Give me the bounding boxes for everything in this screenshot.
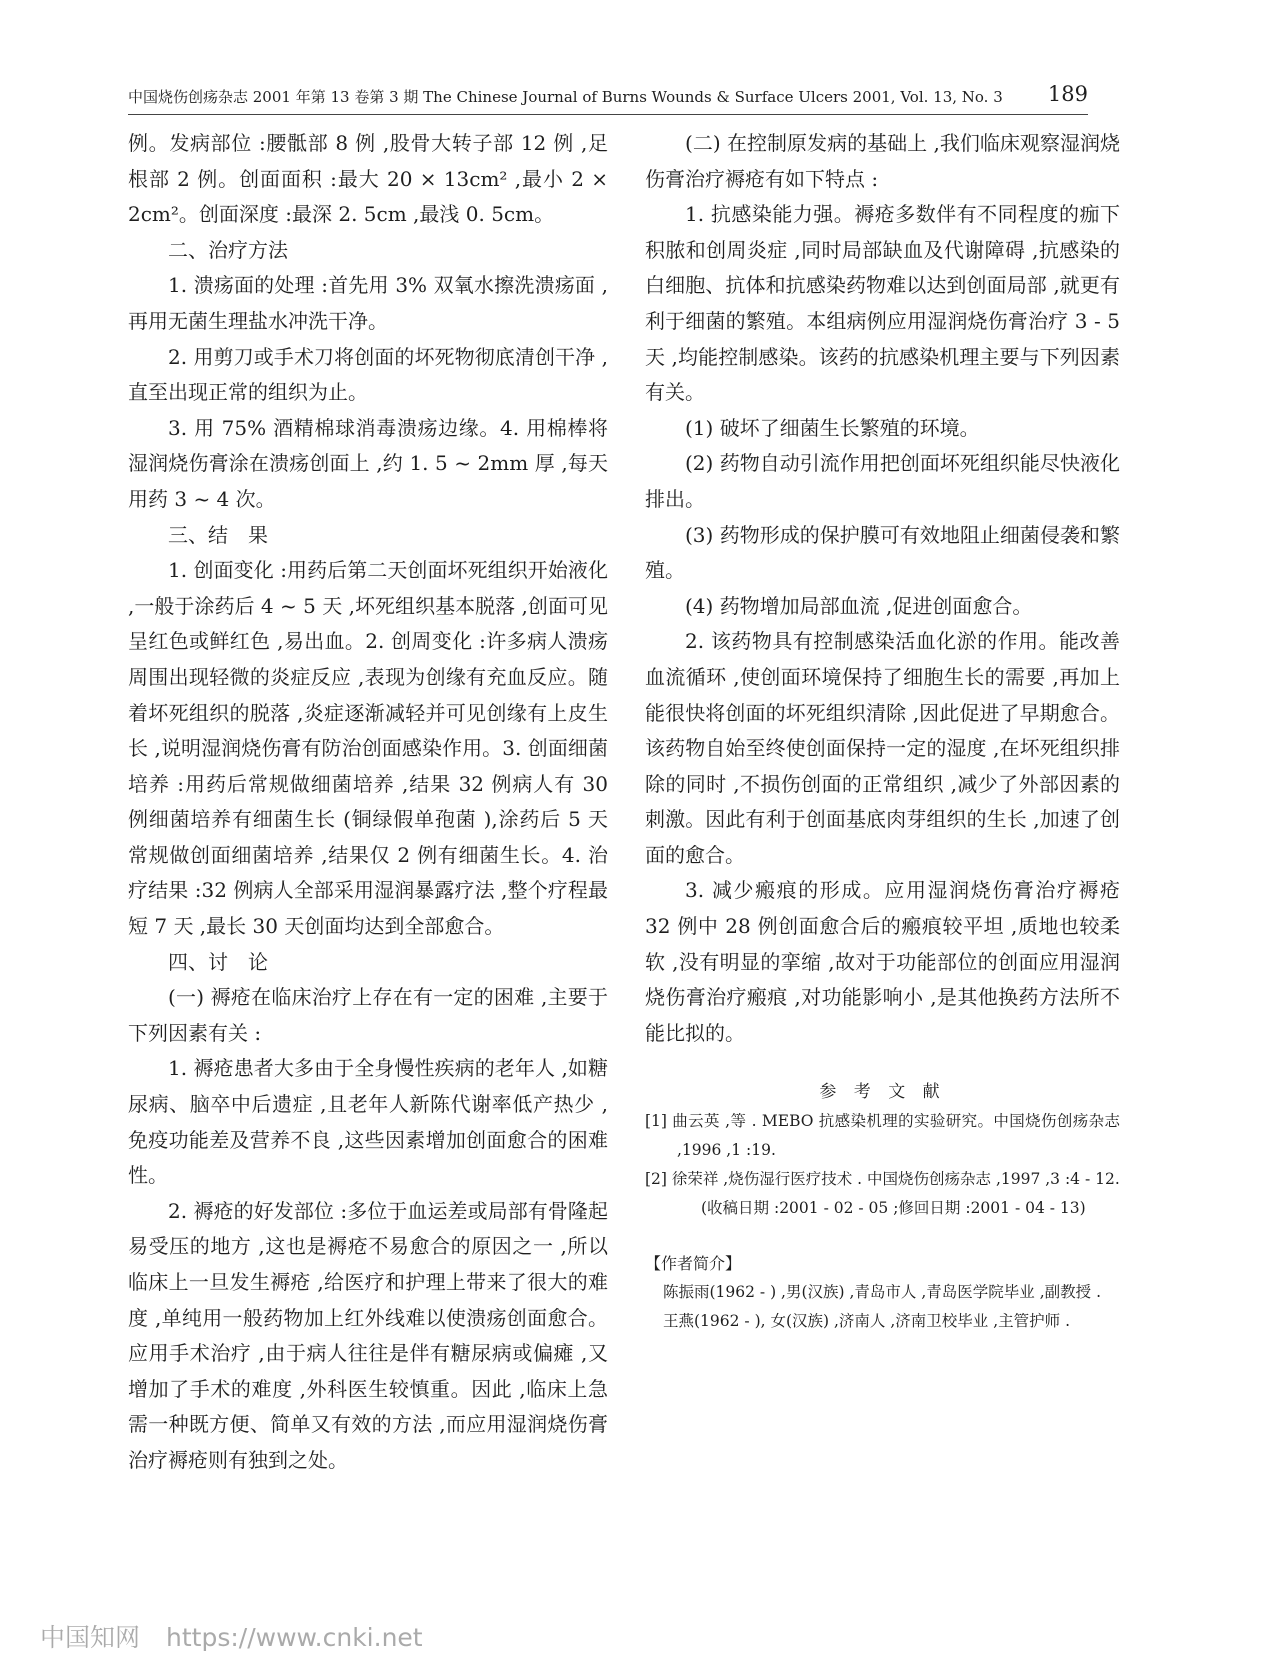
paragraph: (二) 在控制原发病的基础上 ,我们临床观察湿润烧伤膏治疗褥疮有如下特点 : (645, 131, 1120, 191)
paragraph: (一) 褥疮在临床治疗上存在有一定的困难 ,主要于下列因素有关 : (128, 985, 608, 1045)
paragraph: 3. 用 75% 酒精棉球消毒溃疡边缘。4. 用棉棒将湿润烧伤膏涂在溃疡创面上 ,约 1. 5 ~ 2mm 厚 ,每天用药 3 ~ 4 次。 (128, 415, 608, 511)
paragraph: 2. 该药物具有控制感染活血化淤的作用。能改善血流循环 ,使创面环境保持了细胞生长的需要 ,再加上能很快将创面的坏死组织清除 ,因此促进了早期愈合。该药物自始至终使创面保持一定的湿度 ,在坏死组织排除的同时 ,不损伤创面的正常组织 ,减少了外部因素的刺激。因此有利于创面基底肉芽组织的生长 ,加速了创面的愈合。 (645, 629, 1120, 867)
list-item: (2) 药物自动引流作用把创面坏死组织能尽快液化排出。 (645, 451, 1120, 511)
paragraph: 1. 抗感染能力强。褥疮多数伴有不同程度的痂下积脓和创周炎症 ,同时局部缺血及代谢障碍 ,抗感染的白细胞、抗体和抗感染药物难以达到创面局部 ,就更有利于细菌的繁殖。本组病例应用湿润烧伤膏治疗 3 - 5 天 ,均能控制感染。该药的抗感染机理主要与下列因素有关。 (645, 202, 1120, 405)
left-column (128, 126, 608, 1479)
paragraph: 1. 褥疮患者大多由于全身慢性疾病的老年人 ,如糖尿病、脑卒中后遗症 ,且老年人新陈代谢率低产热少 ,免疫功能差及营养不良 ,这些因素增加创面愈合的困难性。 (128, 1056, 608, 1188)
paragraph: 2. 褥疮的好发部位 :多位于血运差或局部有骨隆起易受压的地方 ,这也是褥疮不易愈合的原因之一 ,所以临床上一旦发生褥疮 ,给医疗和护理上带来了很大的难度 ,单纯用一般药物加上红外线难以使溃疡创面愈合。应用手术治疗 ,由于病人往往是伴有糖尿病或偏瘫 ,又增加了手术的难度 ,外科医生较慎重。因此 ,临床上急需一种既方便、简单又有效的方法 ,而应用湿润烧伤膏治疗褥疮则有独到之处。 (128, 1198, 608, 1472)
reference-item: [2] 徐荣祥 ,烧伤湿行医疗技术 . 中国烧伤创疡杂志 ,1997 ,3 :4 - 12. (645, 1170, 1120, 1189)
page-number: 189 (1047, 82, 1088, 106)
watermark-url: https://www.cnki.net (166, 1623, 423, 1652)
journal-running-title: 中国烧伤创疡杂志 2001 年第 13 卷第 3 期 The Chinese Journal of Burns Wounds & Surface Ulcers 2001, Vol. 13, No. 3 (128, 88, 1003, 106)
author-item: 陈振雨(1962 - ) ,男(汉族) ,青岛市人 ,青岛医学院毕业 ,副教授 . (663, 1283, 1101, 1302)
received-dates: (收稿日期 :2001 - 02 - 05 ;修回日期 :2001 - 04 - 13) (701, 1199, 1086, 1218)
author-item: 王燕(1962 - ), 女(汉族) ,济南人 ,济南卫校毕业 ,主管护师 . (663, 1312, 1070, 1331)
reference-item: [1] 曲云英 ,等 . MEBO 抗感染机理的实验研究。中国烧伤创疡杂志 ,1996 ,1 :19. (645, 1112, 1120, 1160)
right-column (645, 126, 1120, 1336)
cnki-logo: 中国知网 (40, 1623, 141, 1652)
paragraph: 2. 用剪刀或手术刀将创面的坏死物彻底清创干净 ,直至出现正常的组织为止。 (128, 344, 608, 405)
list-item: (4) 药物增加局部血流 ,促进创面愈合。 (685, 593, 1033, 618)
list-item: (3) 药物形成的保护膜可有效地阻止细菌侵袭和繁殖。 (645, 522, 1120, 583)
section-heading: 二、治疗方法 (168, 237, 288, 262)
paragraph: 3. 减少瘢痕的形成。应用湿润烧伤膏治疗褥疮 32 例中 28 例创面愈合后的瘢痕较平坦 ,质地也较柔软 ,没有明显的挛缩 ,故对于功能部位的创面应用湿润烧伤膏治疗瘢痕 ,对功能影响小 ,是其他换药方法所不能比拟的。 (645, 878, 1120, 1045)
paragraph: 例。发病部位 :腰骶部 8 例 ,股骨大转子部 12 例 ,足根部 2 例。创面面积 :最大 20 × 13cm² ,最小 2 × 2cm²。创面深度 :最深 2. 5cm ,最浅 0. 5cm。 (128, 131, 608, 227)
paragraph: 1. 溃疡面的处理 :首先用 3% 双氧水擦洗溃疡面 ,再用无菌生理盐水冲洗干净。 (128, 273, 608, 333)
watermark (40, 1618, 423, 1654)
list-item: (1) 破坏了细菌生长繁殖的环境。 (685, 415, 980, 440)
section-heading: 四、讨 论 (168, 949, 268, 974)
section-heading: 三、结 果 (168, 522, 268, 547)
page-header (128, 84, 1088, 115)
references-title: 参 考 文 献 (819, 1082, 946, 1103)
author-intro-title: 【作者简介】 (645, 1254, 742, 1274)
paragraph: 1. 创面变化 :用药后第二天创面坏死组织开始液化 ,一般于涂药后 4 ~ 5 天 ,坏死组织基本脱落 ,创面可见呈红色或鲜红色 ,易出血。2. 创周变化 :许多病人溃疡周围出现轻微的炎症反应 ,表现为创缘有充血反应。随着坏死组织的脱落 ,炎症逐渐减轻并可见创缘有上皮生长 ,说明湿润烧伤膏有防治创面感染作用。3. 创面细菌培养 :用药后常规做细菌培养 ,结果 32 例病人有 30 例细菌培养有细菌生长 (铜绿假单孢菌 ),涂药后 5 天常规做创面细菌培养 ,结果仅 2 例有细菌生长。4. 治疗结果 :32 例病人全部采用湿润暴露疗法 ,整个疗程最短 7 天 ,最长 30 天创面均达到全部愈合。 (128, 558, 608, 939)
